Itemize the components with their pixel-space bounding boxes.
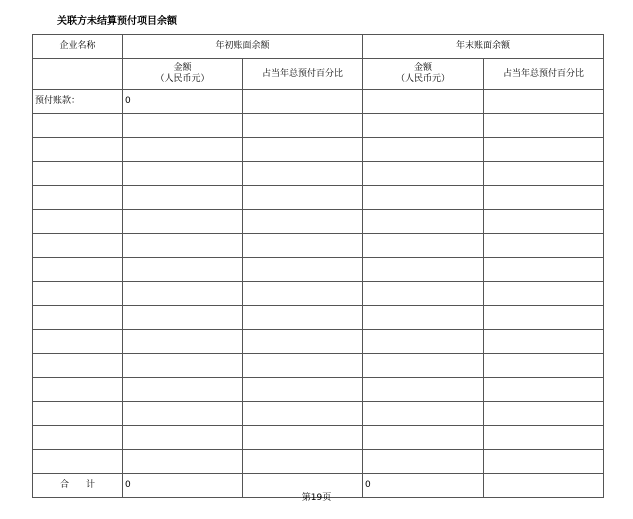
table-row: [33, 138, 604, 162]
header-opening-percent: 占当年总预付百分比: [243, 59, 363, 90]
header-opening-amount: [123, 59, 243, 90]
opening-amount-cell: [123, 186, 243, 210]
row-label: [33, 378, 123, 402]
balance-table-body: [33, 35, 604, 498]
table-row: [33, 354, 604, 378]
opening-amount-cell: [123, 330, 243, 354]
opening-amount-cell: [123, 282, 243, 306]
closing-percent-cell: [484, 330, 604, 354]
opening-amount-cell: [123, 306, 243, 330]
closing-percent-cell: [484, 186, 604, 210]
currency-label: （人民币元）: [155, 74, 210, 84]
table-row: [33, 282, 604, 306]
header-closing-balance: 年末账面余额: [363, 35, 604, 59]
closing-percent-cell: [484, 114, 604, 138]
opening-percent-cell: [243, 258, 363, 282]
row-label: [33, 234, 123, 258]
closing-amount-cell: [363, 378, 484, 402]
opening-amount-cell: [123, 402, 243, 426]
row-label: [33, 306, 123, 330]
opening-percent-cell: [243, 306, 363, 330]
closing-amount-cell: [363, 306, 484, 330]
closing-amount-cell: [363, 282, 484, 306]
row-label: [33, 162, 123, 186]
opening-amount-cell: [123, 354, 243, 378]
opening-amount-cell: [123, 138, 243, 162]
total-opening-amount: 0: [123, 474, 243, 498]
closing-amount-cell: [363, 234, 484, 258]
table-row: [33, 330, 604, 354]
table-title: 关联方未结算预付项目余额: [57, 16, 177, 27]
closing-percent-cell: [484, 402, 604, 426]
opening-percent-cell: [243, 210, 363, 234]
opening-percent-cell: [243, 330, 363, 354]
total-closing-amount: 0: [363, 474, 484, 498]
closing-percent-cell: [484, 210, 604, 234]
closing-percent-cell: [484, 378, 604, 402]
opening-percent-cell: [243, 402, 363, 426]
table-row: [33, 378, 604, 402]
closing-amount-cell: [363, 90, 484, 114]
row-label: 预付账款：: [33, 90, 123, 114]
opening-percent-cell: [243, 186, 363, 210]
table-row: [33, 450, 604, 474]
closing-amount-cell: [363, 330, 484, 354]
row-label: [33, 402, 123, 426]
opening-percent-cell: [243, 234, 363, 258]
opening-percent-cell: [243, 90, 363, 114]
row-label: [33, 426, 123, 450]
table-row: [33, 402, 604, 426]
closing-amount-cell: [363, 354, 484, 378]
opening-percent-cell: [243, 354, 363, 378]
closing-amount-cell: [363, 258, 484, 282]
opening-percent-cell: [243, 114, 363, 138]
table-row: [33, 258, 604, 282]
amount-label: 金额: [414, 63, 433, 73]
table-row: [33, 306, 604, 330]
opening-percent-cell: [243, 450, 363, 474]
table-row: [33, 210, 604, 234]
row-label: [33, 210, 123, 234]
closing-percent-cell: [484, 354, 604, 378]
opening-amount-cell: [123, 426, 243, 450]
opening-amount-cell: [123, 162, 243, 186]
opening-percent-cell: [243, 378, 363, 402]
page-number: 第19页: [301, 493, 332, 503]
table-row: [33, 162, 604, 186]
closing-percent-cell: [484, 162, 604, 186]
closing-amount-cell: [363, 210, 484, 234]
opening-percent-cell: [243, 426, 363, 450]
balance-table: [32, 34, 604, 498]
closing-percent-cell: [484, 282, 604, 306]
header-company: 企业名称: [33, 35, 123, 59]
total-label-char: 计: [85, 480, 95, 490]
closing-amount-cell: [363, 186, 484, 210]
currency-label: （人民币元）: [396, 74, 451, 84]
closing-percent-cell: [484, 450, 604, 474]
closing-percent-cell: [484, 234, 604, 258]
closing-percent-cell: [484, 258, 604, 282]
header-closing-percent: 占当年总预付百分比: [484, 59, 604, 90]
closing-amount-cell: [363, 162, 484, 186]
row-label: [33, 258, 123, 282]
opening-amount-cell: [123, 210, 243, 234]
row-label: [33, 330, 123, 354]
table-row: [33, 234, 604, 258]
row-label: [33, 282, 123, 306]
header-opening-balance: 年初账面余额: [123, 35, 363, 59]
table-row: [33, 426, 604, 450]
row-label: [33, 354, 123, 378]
closing-amount-cell: [363, 402, 484, 426]
closing-amount-cell: [363, 138, 484, 162]
row-label: [33, 450, 123, 474]
header-row-1: [33, 35, 604, 59]
closing-amount-cell: [363, 426, 484, 450]
closing-percent-cell: [484, 306, 604, 330]
row-label: [33, 186, 123, 210]
opening-amount-cell: [123, 234, 243, 258]
closing-percent-cell: [484, 138, 604, 162]
opening-amount-cell: [123, 114, 243, 138]
opening-percent-cell: [243, 138, 363, 162]
opening-amount-cell: 0: [123, 90, 243, 114]
table-row: [33, 186, 604, 210]
opening-percent-cell: [243, 162, 363, 186]
header-closing-amount: [363, 59, 484, 90]
row-label: [33, 138, 123, 162]
closing-amount-cell: [363, 450, 484, 474]
table-row: [33, 90, 604, 114]
closing-percent-cell: [484, 426, 604, 450]
opening-amount-cell: [123, 450, 243, 474]
closing-amount-cell: [363, 114, 484, 138]
amount-label: 金额: [173, 63, 192, 73]
header-row-2: [33, 59, 604, 90]
closing-percent-cell: [484, 90, 604, 114]
total-label-char: 合: [60, 480, 70, 490]
table-row: [33, 114, 604, 138]
opening-amount-cell: [123, 258, 243, 282]
opening-amount-cell: [123, 378, 243, 402]
row-label: [33, 114, 123, 138]
header-blank-cell: [33, 59, 123, 90]
opening-percent-cell: [243, 282, 363, 306]
